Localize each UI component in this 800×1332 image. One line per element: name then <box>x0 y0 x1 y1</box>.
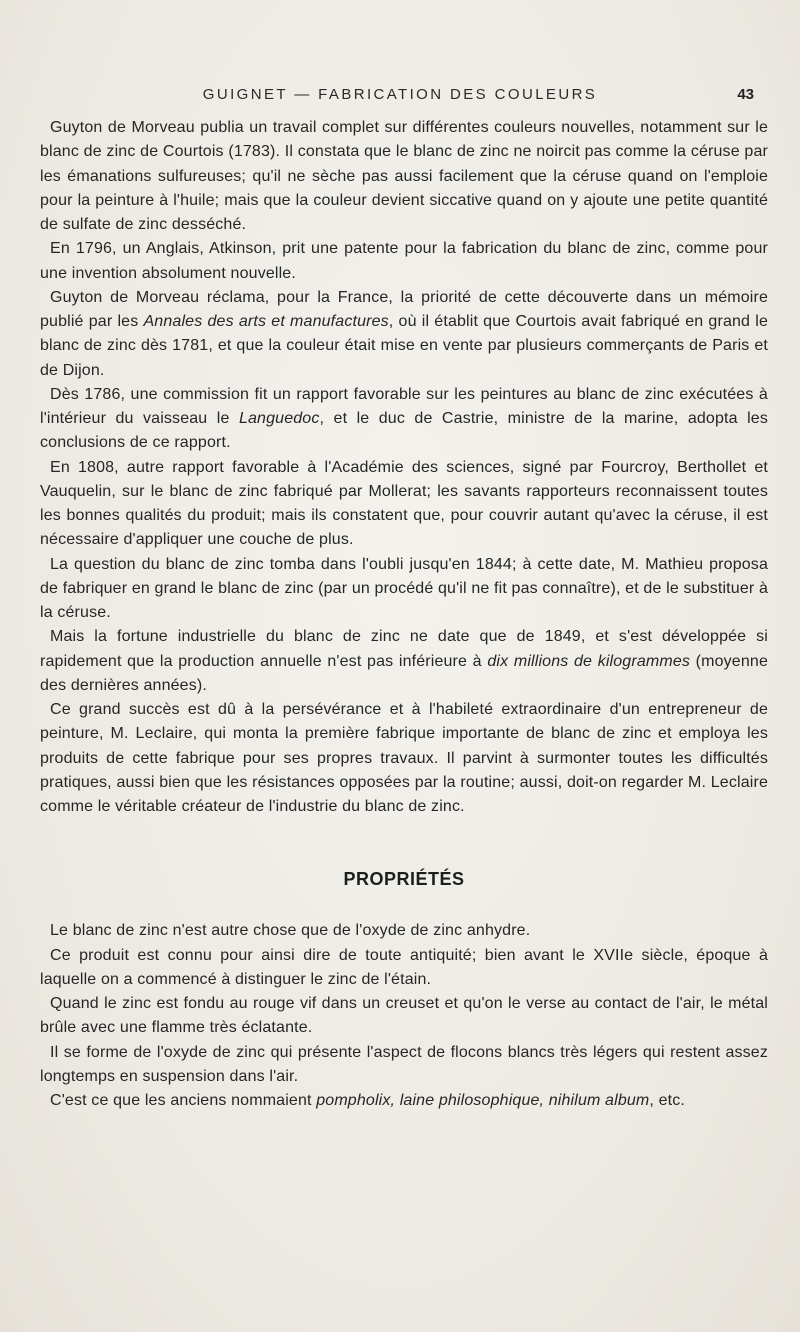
paragraph <box>40 286 768 383</box>
properties-section <box>40 919 768 1113</box>
text-run: Ce produit est connu pour ainsi dire de toute antiquité; bien avant le XVIIe siècle, époque à laquelle on a commencé à distinguer le zinc de l'étain. <box>40 946 768 988</box>
text-run: Guyton de Morveau publia un travail complet sur différentes couleurs nouvelles, notamment sur le blanc de zinc de Courtois (1783). Il constata que le blanc de zinc ne noircit pas comme la céruse par les émanations sulfureuses; qu'il ne sèche pas aussi facilement que la céruse quand on l'emploie pour la peinture à l'huile; mais que la couleur devient siccative quand on y ajoute une petite quantité de sulfate de zinc desséché. <box>40 119 768 233</box>
text-run: C'est ce que les anciens nommaient <box>50 1092 317 1109</box>
text-run: , où il établit que Courtois avait fabriqué en grand le blanc de zinc dès 1781, et que la couleur était mise en vente par plusieurs commerçants de Paris et de Dijon. <box>40 313 768 379</box>
paragraph <box>40 698 768 819</box>
page-header <box>40 86 760 108</box>
paragraph <box>40 116 768 237</box>
italic-text: Languedoc <box>238 410 320 427</box>
paragraph <box>40 456 768 553</box>
text-run: (moyenne des dernières années). <box>40 652 768 694</box>
running-head: GUIGNET — FABRICATION DES COULEURS <box>202 86 598 103</box>
italic-text: dix millions de kilogrammes <box>487 652 691 670</box>
text-run: La question du blanc de zinc tomba dans l'oubli jusqu'en 1844; à cette date, M. Mathieu proposa de fabriquer en grand le blanc de zinc (par un procédé qu'il ne fit pas connaître), et de le substituer à la céruse. <box>40 555 768 621</box>
text-run: En 1796, un Anglais, Atkinson, prit une patente pour la fabrication du blanc de zinc, comme pour une invention absolument nouvelle. <box>40 240 768 282</box>
paragraph <box>40 553 768 626</box>
text-run: Quand le zinc est fondu au rouge vif dans un creuset et qu'on le verse au contact de l'air, le métal brûle avec une flamme très éclatante. <box>40 995 768 1037</box>
text-run: Guyton de Morveau réclama, pour la France, la priorité de cette découverte dans un mémoire publié par les <box>40 288 768 330</box>
italic-text: Annales des arts et manufactures <box>143 313 389 330</box>
text-run: Mais la fortune industrielle du blanc de zinc ne date que de 1849, et s'est développée si rapidement que la production annuelle n'est pas inférieure à <box>40 628 768 670</box>
text-run: Il se forme de l'oxyde de zinc qui présente l'aspect de flocons blancs très légers qui restent assez longtemps en suspension dans l'air. <box>40 1043 768 1085</box>
text-run: , etc. <box>649 1092 685 1109</box>
text-run: En 1808, autre rapport favorable à l'Académie des sciences, signé par Fourcroy, Berthollet et Vauquelin, sur le blanc de zinc fabriqué par Mollerat; les savants rapporteurs reconnaissent toutes les bonnes qualités du produit; mais ils constatent que, pour couvrir autant qu'avec la céruse, il est nécessaire d'appliquer une couche de plus. <box>40 458 768 549</box>
text-run: , et le duc de Castrie, ministre de la marine, adopta les conclusions de ce rapport. <box>40 410 768 452</box>
paragraph <box>40 237 768 286</box>
page-number: 43 <box>737 86 754 103</box>
paragraph <box>40 919 768 943</box>
paragraph <box>40 1089 768 1113</box>
text-run: Le blanc de zinc n'est autre chose que de l'oxyde de zinc anhydre. <box>50 922 531 940</box>
italic-text: pompholix, laine philosophique, nihilum album <box>316 1092 650 1109</box>
paragraph <box>40 944 768 993</box>
history-section <box>40 116 768 819</box>
paragraph <box>40 1041 768 1090</box>
paragraph <box>40 625 768 698</box>
page-body <box>40 116 768 1113</box>
paragraph <box>40 992 768 1041</box>
section-title: PROPRIÉTÉS <box>343 869 465 890</box>
text-run: Dès 1786, une commission fit un rapport favorable sur les peintures au blanc de zinc exécutées à l'intérieur du vaisseau le <box>40 385 768 427</box>
text-run: Ce grand succès est dû à la persévérance et à l'habileté extraordinaire d'un entrepreneur de peinture, M. Leclaire, qui monta la première fabrique importante de blanc de zinc et employa les produits de cette fabrique pour ses propres travaux. Il parvint à surmonter toutes les difficultés pratiques, aussi bien que les résistances opposées par la routine; aussi, doit-on regarder M. Leclaire comme le véritable créateur de l'industrie du blanc de zinc. <box>40 701 768 815</box>
paragraph <box>40 383 768 456</box>
